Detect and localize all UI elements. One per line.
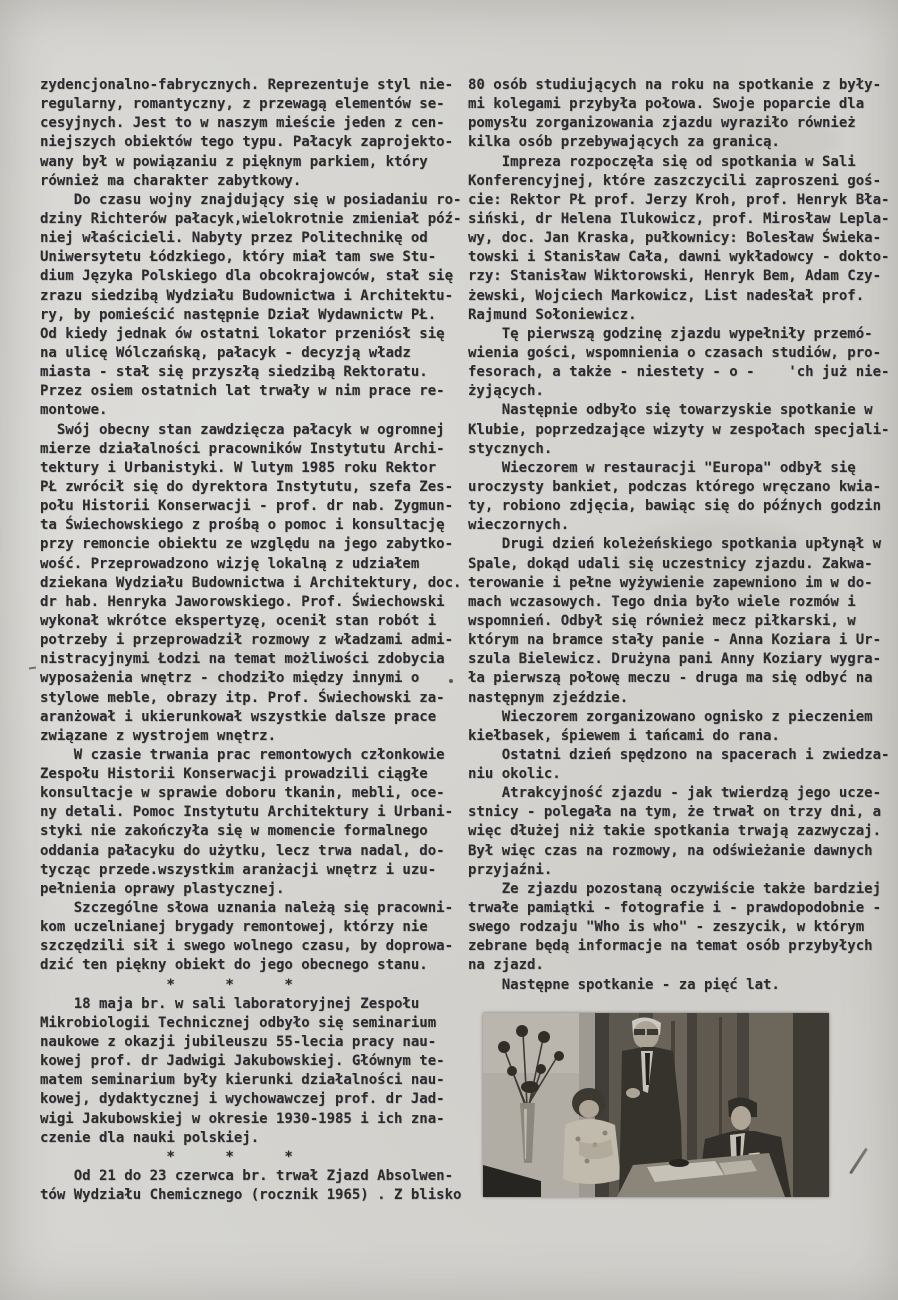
text-line: Od kiedy jednak ów ostatni lokator przeniósł się [40,325,445,342]
text-line: terowanie i pełne wyżywienie zapewniono im w do- [468,574,873,591]
text-line: tektury i Urbanistyki. W lutym 1985 roku Rektor [40,459,437,476]
text-line: połu Historii Konserwacji - prof. dr nab. Zygmun- [40,498,454,515]
text-line: następnym zjeździe. [468,689,629,706]
text-line: Następnie odbyło się towarzyskie spotkanie w [468,402,873,419]
text-line: Zespołu Historii Konserwacji prowadzili ciągłe [40,766,428,783]
text-line: szula Bielewicz. Drużyna pani Anny Koziary wygra- [468,651,882,668]
text-line: wykonał wkrótce ekspertyzę, ocenił stan robót i [40,612,437,629]
text-line: Konferencyjnej, które zaszczycili zaproszeni goś- [468,172,882,189]
text-line: wspomnień. Odbył się również mecz piłkarski, w [468,612,856,629]
text-line: żewski, Wojciech Markowicz, List nadesłał prof. [468,287,865,304]
text-line: pełnienia oprawy plastycznej. [40,880,285,897]
text-line: związane z wystrojem wnętrz. [40,727,277,744]
text-line: 18 maja br. w sali laboratoryjnej Zespołu [40,995,420,1012]
text-line: Ostatni dzień spędzono na spacerach i zwiedza- [468,746,890,763]
text-line: Swój obecny stan zawdzięcza pałacyk w ogromnej [40,421,445,438]
text-line: żyjących. [468,383,544,400]
text-line: cesyjnych. Jest to w naszym mieście jeden z cen- [40,115,445,132]
text-line: niu okolic. [468,766,561,783]
text-line: wy, doc. Jan Kraska, pułkownicy: Bolesław Świeka- [468,230,882,247]
text-line: Spale, dokąd udali się uczestnicy zjazdu. Zakwa- [468,555,873,572]
text-line: Wieczorem w restauracji "Europa" odbył się [468,459,856,476]
text-line: na zjazd. [468,957,544,974]
text-line: ny detali. Pomoc Instytutu Architektury i Urbani- [40,804,454,821]
text-line: czenie dla nauki polskiej. [40,1129,260,1146]
text-line: swego rodzaju "Who is who" - zeszycik, w którym [468,919,865,936]
text-line: kowej, dydaktycznej i wychowawczej prof. dr Jad- [40,1091,445,1108]
text-line: Atrakcyjność zjazdu - jak twierdzą jego ucze- [468,785,882,802]
text-line: Tę pierwszą godzinę zjazdu wypełniły przemó- [468,325,873,342]
text-line: miasta - stał się przyszłą siedzibą Rektoratu. [40,364,428,381]
text-line: szczędzili sił i swego wolnego czasu, by doprowa- [40,938,454,955]
text-line: niejszych obiektów tego typu. Pałacyk zaprojekto- [40,134,454,151]
text-line: wieczornych. [468,517,570,534]
text-line: tycząc przede.wszystkim aranżacji wnętrz i uzu- [40,861,437,878]
text-line: ła pierwszą połowę meczu - druga ma się odbyć na [468,670,873,687]
text-line: matem seminarium były kierunki działalności nau- [40,1072,445,1089]
text-line: mach wczasowych. Tego dnia było wiele rozmów i [468,593,856,610]
text-line: kom uczelnianej brygady remontowej, którzy nie [40,919,428,936]
text-line: regularny, romantyczny, z przewagą elementów se- [40,96,445,113]
text-line: towski i Stanisław Cała, dawni wykładowcy - dokto- [468,249,890,266]
text-line: wany był w powiązaniu z pięknym parkiem, który [40,153,428,170]
text-line: oddania pałacyku do użytku, lecz trwa nadal, do- [40,842,445,859]
text-line: styki nie zakończyła się w momencie formalnego [40,823,428,840]
text-line: Klubie, poprzedzające wizyty w zespołach specjali- [468,421,890,438]
text-line: tów Wydziału Chemicznego (rocznik 1965) . Z blisko [40,1187,462,1204]
text-line: Rajmund Sołoniewicz. [468,306,637,323]
text-line: wienia gości, wspomnienia o czasach studiów, pro- [468,344,882,361]
text-line: więc dłużej niż takie spotkania trwają zazwyczaj. [468,823,882,840]
text-line: stylowe meble, obrazy itp. Prof. Świechowski za- [40,689,445,706]
text-line: kiełbasek, śpiewem i tańcami do rana. [468,727,780,744]
text-line: którym na bramce stały panie - Anna Koziara i Ur- [468,632,882,649]
text-line: rzy: Stanisław Wiktorowski, Henryk Bem, Adam Czy- [468,268,882,285]
text-line: ta Świechowskiego z prośbą o pomoc i konsultację [40,517,445,534]
text-line: PŁ zwrócił się do dyrektora Instytutu, szefa Zes- [40,478,454,495]
text-line: konsultacje w sprawie doboru tkanin, mebli, oce- [40,785,445,802]
text-line: przy remoncie obiektu ze względu na jego zabytko- [40,536,454,553]
text-line: Szczególne słowa uznania należą się pracowni- [40,900,454,917]
right-text-column [468,76,889,995]
text-line: Przez osiem ostatnich lat trwały w nim prace re- [40,383,445,400]
text-line: fesorach, a także - niestety - o - 'ch już nie- [468,364,890,381]
text-line: 80 osób studiujących na roku na spotkanie z były- [468,77,882,93]
text-line: dziny Richterów pałacyk,wielokrotnie zmieniał póź- [40,210,462,227]
text-line: cie: Rektor PŁ prof. Jerzy Kroh, prof. Henryk Bła- [468,191,890,208]
text-line: potrzeby i przeprowadził rozmowy z władzami admi- [40,632,454,649]
text-line: ty, robiono zdjęcia, bawiąc się do późnych godzin [468,498,882,515]
text-line: ry, by pomieścić następnie Dział Wydawnictw PŁ. [40,306,437,323]
text-line: wość. Przeprowadzono wizję lokalną z udziałem [40,555,420,572]
text-line: dium Języka Polskiego dla obcokrajowców, stał się [40,268,454,285]
text-line: Uniwersytetu Łódzkiego, który miał tam swe Stu- [40,249,437,266]
ink-speck [449,679,453,683]
text-line: mierze działalności pracowników Instytutu Archi- [40,440,445,457]
text-line: wigi Jakubowskiej w okresie 1930-1985 i ich zna- [40,1110,445,1127]
left-text-column [40,76,461,1205]
photo [483,1013,829,1197]
text-line: Był więc czas na rozmowy, na odświeżanie dawnych [468,842,873,859]
text-line: stnicy - polegała na tym, że trwał on trzy dni, a [468,804,882,821]
text-line: Do czasu wojny znajdujący się w posiadaniu ro- [40,191,462,208]
text-line: trwałe pamiątki - fotografie i - prawdopodobnie - [468,900,882,917]
text-line: dzić ten piękny obiekt do jego obecnego stanu. [40,957,428,974]
text-line: Następne spotkanie - za pięć lat. [468,976,780,993]
text-line: Ze zjazdu pozostaną oczywiście także bardziej [468,880,882,897]
text-line: dr hab. Henryka Jaworowskiego. Prof. Świechowski [40,593,445,610]
text-line: dziekana Wydziału Budownictwa i Architektury, doc. [40,574,462,591]
text-line: stycznych. [468,440,553,457]
text-line: Drugi dzień koleżeńskiego spotkania upłynął w [468,536,882,553]
text-line: naukowe z okazji jubileuszu 55-lecia pracy nau- [40,1034,437,1051]
text-line: niej właścicieli. Nabyty przez Politechnikę od [40,230,428,247]
text-line: kilka osób przebywających za granicą. [468,134,780,151]
text-line: zydencjonalno-fabrycznych. Reprezentuje styl nie- [40,77,454,93]
text-line: zrazu siedzibą Wydziału Budownictwa i Architektu- [40,287,454,304]
text-line: pomysłu zorganizowania zjazdu wyraziło również [468,115,856,132]
text-line: * * * [40,976,293,993]
text-line: aranżował i ukierunkował wszystkie dalsze prace [40,708,437,725]
text-line: również ma charakter zabytkowy. [40,172,302,189]
text-line: kowej prof. dr Jadwigi Jakubowskiej. Głównym te- [40,1053,445,1070]
text-line: Mikrobiologii Technicznej odbyło się seminarium [40,1014,437,1031]
text-line: Od 21 do 23 czerwca br. trwał Zjazd Absolwen- [40,1168,454,1185]
text-line: montowe. [40,402,108,419]
text-line: nistracyjnymi Łodzi na temat możliwości zdobycia [40,651,445,668]
text-line: zebrane będą informacje na temat osób przybyłych [468,938,873,955]
text-line: W czasie trwania prac remontowych członkowie [40,746,445,763]
photo-image [483,1013,829,1197]
text-line: Wieczorem zorganizowano ognisko z pieczeniem [468,708,873,725]
text-line: przyjaźni. [468,861,553,878]
text-line: na ulicę Wólczańską, pałacyk - decyzją władz [40,344,411,361]
text-line: Impreza rozpoczęła się od spotkania w Sali [468,153,856,170]
text-line: uroczysty bankiet, podczas którego wręczano kwia- [468,478,882,495]
ink-speck [29,667,36,670]
text-line: mi kolegami przybyła połowa. Swoje poparcie dla [468,96,865,113]
text-line: siński, dr Helena Ilukowicz, prof. Mirosław Lepla- [468,210,890,227]
text-line: * * * [40,1148,293,1165]
text-line: wyposażenia wnętrz - chodziło między innymi o [40,670,420,687]
pen-mark [849,1148,868,1175]
